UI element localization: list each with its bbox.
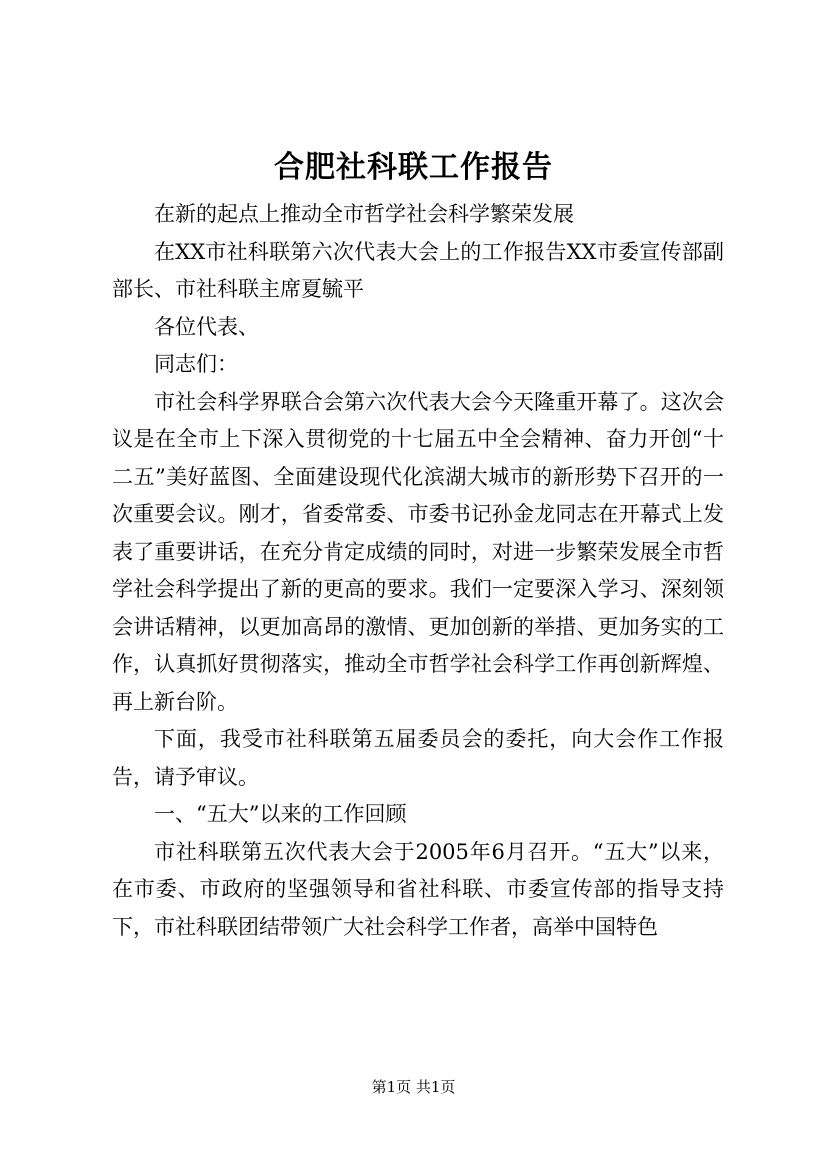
body-paragraph: 市社会科学界联合会第六次代表大会今天隆重开幕了。这次会议是在全市上下深入贯彻党的十七届五中全会精神、奋力开创“十二五”美好蓝图、全面建设现代化滨湖大城市的新形势下召开的一次重要会议。刚才，省委常委、市委书记孙金龙同志在开幕式上发表了重要讲话，在充分肯定成绩的同时，对进一步繁荣发展全市哲学社会科学提出了新的更高的要求。我们一定要深入学习、深刻领会讲话精神，以更加高昂的激情、更加创新的举措、更加务实的工作，认真抓好贯彻落实，推动全市哲学社会科学工作再创新辉煌、再上新台阶。 xyxy=(112,389,724,714)
page-footer: 第1页 共1页 xyxy=(371,1078,456,1096)
body-paragraph: 市社科联第五次代表大会于2005年6月召开。“五大”以来，在市委、市政府的坚强领导和省社科联、市委宣传部的指导支持下，市社科联团结带领广大社会科学工作者，高举中国特色 xyxy=(112,839,724,939)
document-body xyxy=(112,196,724,946)
report-info-paragraph: 在XX市社科联第六次代表大会上的工作报告XX市委宣传部副部长、市社科联主席夏毓平 xyxy=(112,239,724,301)
section-heading: 一、“五大”以来的工作回顾 xyxy=(154,802,407,826)
body-paragraph: 下面，我受市社科联第五届委员会的委托，向大会作工作报告，请予审议。 xyxy=(112,727,724,789)
salutation-paragraph: 各位代表、 xyxy=(154,314,259,339)
document-title: 合肥社科联工作报告 xyxy=(274,150,553,185)
salutation-paragraph: 同志们： xyxy=(154,352,238,376)
subtitle-paragraph: 在新的起点上推动全市哲学社会科学繁荣发展 xyxy=(154,202,574,226)
